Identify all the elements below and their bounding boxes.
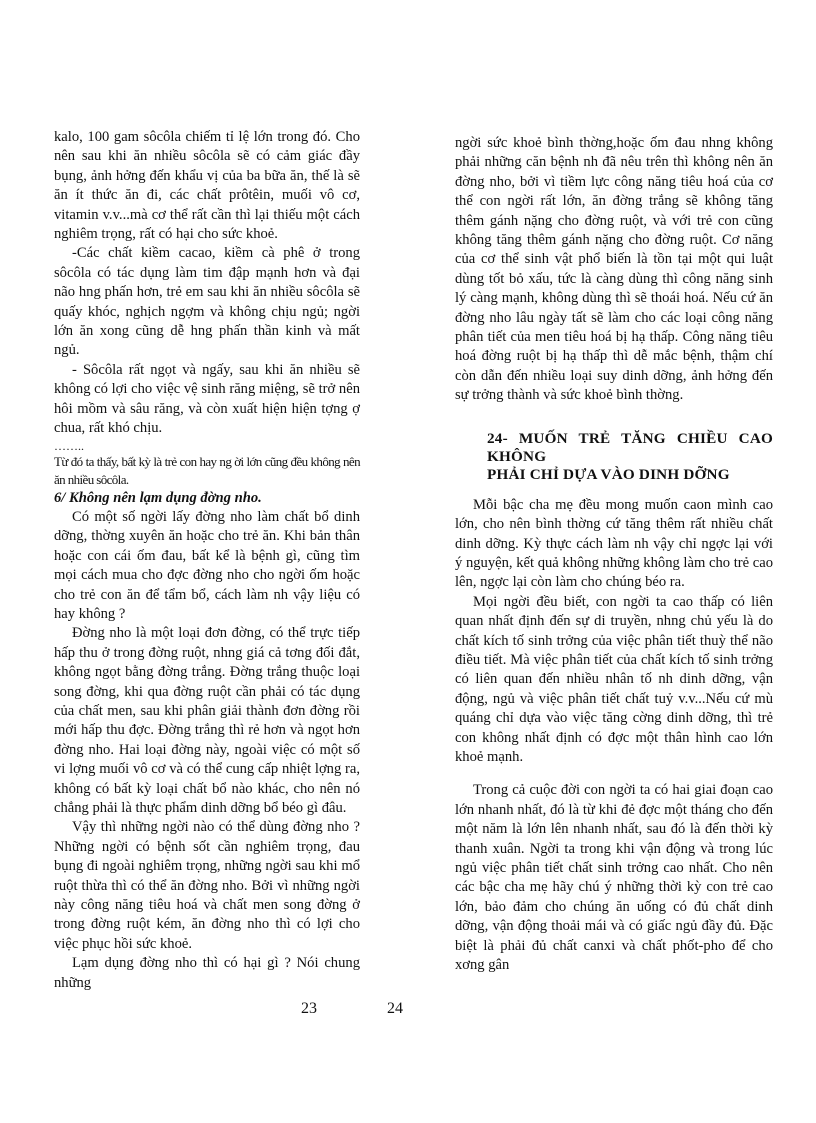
section-heading [487,430,773,484]
page-number-left: 23 [301,1000,317,1017]
paragraph: ngời sức khoẻ bình thờng,hoặc ốm đau nhng không phải những căn bệnh nh đã nêu trên thì không nên ăn đờng nho, bởi vì tiềm lực công năng tiêu hoá của cơ thể con ngời rất lớn, ăn đờng trắng sẽ không tăng thêm gánh nặng cho đờng ruột, và với trẻ con cũng không tăng thêm gánh nặng cho đờng ruột. Cơ năng của cơ thể sinh vật phổ biến là tồn tại một qui luật dùng tốt bỏ xấu, tức là càng dùng thì công năng sinh lý càng mạnh, không dùng thì sẽ thoái hoá. Nếu cứ ăn đờng nho lâu ngày tất sẽ làm cho các loại công năng phân tiết của men tiêu hoá bị hạ thấp. Công năng tiêu hoá đờng ruột bị hạ thấp thì dễ mắc bệnh, thậm chí còn dẫn đến nhiều loại suy dinh dỡng, ảnh hởng đến sự trởng thành và sức khoẻ bình thờng. [455,135,773,404]
paragraph: Mọi ngời đều biết, con ngời ta cao thấp có liên quan nhất định đến sự di truyền, nhng chủ yếu là do chất kích tố sinh trởng của việc phân tiết thuỳ thể não điều tiết. Mà việc phân tiết của chất kích tố sinh trởng có liên quan đến nhiều nhân tố nh dinh dỡng, vận động, ngủ và việc phân tiết chất tuỷ v.v...Nếu cứ mù quáng chỉ dựa vào việc tăng cờng dinh dỡng, thì trẻ con không nhất định có đợc một thân hình cao lớn khoẻ mạnh. [455,593,773,765]
paragraph: kalo, 100 gam sôcôla chiếm tỉ lệ lớn trong đó. Cho nên sau khi ăn nhiều sôcôla sẽ có cảm giác đầy bụng, ảnh hởng đến khẩu vị của ba bữa ăn, thế là sẽ ăn ít thức ăn đi, các chất prôtêin, muối vô cơ, vitamin v.v...mà cơ thể rất cần thì lại thiếu một cách nghiêm trọng, rất có hại cho sức khoẻ. [54,129,360,243]
page-number-right: 24 [387,1000,403,1017]
paragraph: Trong cả cuộc đời con ngời ta có hai giai đoạn cao lớn nhanh nhất, đó là từ khi đẻ đợc một tháng cho đến một năm là lớn lên nhanh nhất, sau đó là đến thời kỳ thanh xuân. Ngời ta trong khi vận động và trong lúc ngủ việc phân tiết chất sinh trởng cao nhất. Cho nên các bậc cha mẹ hãy chú ý những thời kỳ con trẻ cao lớn, bảo đảm cho chúng ăn uống có đủ chất dinh dỡng, vận động thoải mái và có giấc ngủ đầy đủ. Đặc biệt là phải đủ chất canxi và chất phốt-pho để cho xơng gân [455,782,773,974]
heading-line: PHẢI CHỈ DỰA VÀO DINH DỠNG [487,465,730,483]
left-page-text [54,128,360,993]
paragraph: Đờng nho là một loại đơn đờng, có thể trực tiếp hấp thu ở trong đờng ruột, nhng giá cả tơng đối đắt, không ngọt bằng đờng trắng. Đờng trắng thuộc loại song đờng, khi qua đờng ruột cần phải có tác dụng của chất men, sau khi phân giải thành đơn đờng rồi mới hấp thu đợc. Đờng trắng thì rẻ hơn và ngọt hơn đờng nho. Hai loại đờng này, ngoài việc có một số vi lợng muối vô cơ và có thể cung cấp nhiệt lợng ra, không có bất kỳ loại chất bổ nào khác, cho nên nó chẳng phải là thực phẩm dinh dỡng bổ béo gì đâu. [54,625,360,816]
heading-line: 24- MUỐN TRẺ TĂNG CHIỀU CAO KHÔNG [487,429,773,465]
paragraph: Vậy thì những ngời nào có thể dùng đờng nho ? Những ngời có bệnh sốt cần nghiêm trọng, đau bụng đi ngoài nghiêm trọng, những ngời sau khi mổ ruột thừa thì có thể ăn đờng nho. Bởi vì những ngời này công năng tiêu hoá và chất men song đờng ở trong đờng ruột kém, ăn đờng nho thì có lợi cho việc phục hồi sức khoẻ. [54,819,360,952]
paragraph: -Các chất kiềm cacao, kiềm cà phê ở trong sôcôla có tác dụng làm tim đập mạnh hơn và đại não hng phấn hơn, trẻ em sau khi ăn nhiều sôcôla sẽ quấy khóc, nghịch ngợm và không chịu ngủ; ngời lớn ăn xong cũng dễ hng phấn thần kinh và mất ngủ. [54,245,360,359]
paragraph: Mỗi bậc cha mẹ đều mong muốn caon mình cao lớn, cho nên bình thờng cứ tăng thêm rất nhiều chất dinh dỡng. Kỳ thực cách làm nh vậy chỉ ngợc lại với ý nguyện, kết quả không những không làm cho trẻ cao lên, ngợc lại còn làm cho chúng béo ra. [455,496,773,591]
right-page-text [455,134,773,975]
section-subheading: 6/ Không nên lạm dụng đờng nho. [54,489,262,506]
paragraph: Lạm dụng đờng nho thì có hại gì ? Nói chung những [54,955,360,991]
paragraph: Từ đó ta thấy, bất kỳ là trẻ con hay ng ời lớn cũng đều không nên ăn nhiều sôcôla. [54,453,360,487]
paragraph: - Sôcôla rất ngọt và ngấy, sau khi ăn nhiều sẽ không có lợi cho việc vệ sinh răng miệng, sẽ trở nên hôi mồm và sâu răng, và còn xuất hiện hiện tợng ợ chua, rất khó chịu. [54,361,360,437]
ellipsis: …….. [54,438,84,453]
paragraph: Có một số ngời lấy đờng nho làm chất bổ dinh dỡng, thờng xuyên ăn hoặc cho trẻ ăn. Khi bản thân hoặc con cái ốm đau, bất kể là bệnh gì, cũng tìm mọi cách mua cho đợc đờng nho cho ngời ốm hoặc cho trẻ con ăn để tẩm bổ, cách làm nh vậy liệu có hay không ? [54,508,360,622]
